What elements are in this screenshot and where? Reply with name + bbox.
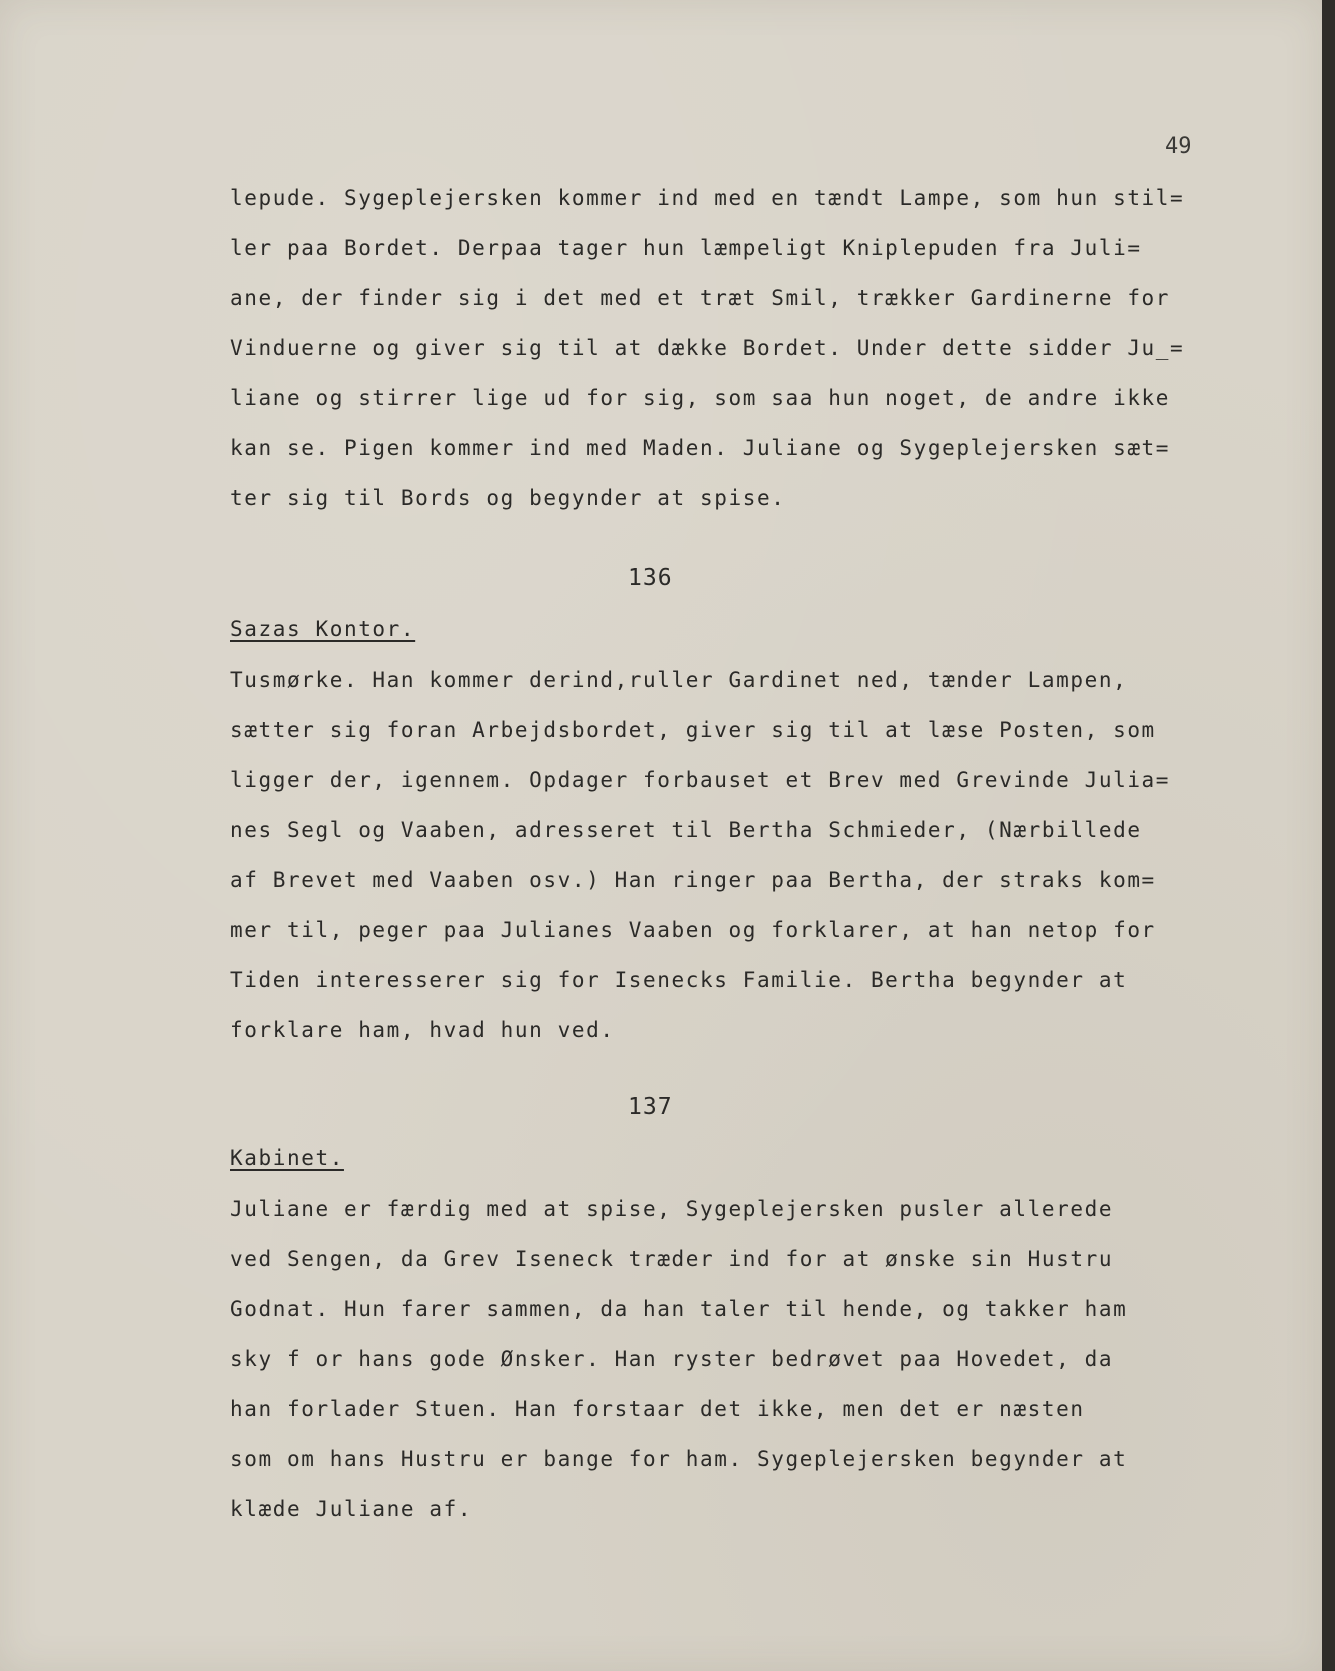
text-line: lepude. Sygeplejersken kommer ind med en tændt Lampe, som hun stil= (230, 186, 1185, 210)
text-line: sky f or hans gode Ønsker. Han ryster bedrøvet paa Hovedet, da (230, 1347, 1114, 1371)
text-line: mer til, peger paa Julianes Vaaben og forklarer, at han netop for (230, 918, 1156, 942)
text-line: Godnat. Hun farer sammen, da han taler til hende, og takker ham (230, 1297, 1128, 1321)
text-line: nes Segl og Vaaben, adresseret til Bertha Schmieder, (Nærbillede (230, 818, 1142, 842)
text-line: forklare ham, hvad hun ved. (230, 1018, 615, 1042)
text-line: han forlader Stuen. Han forstaar det ikke, men det er næsten (230, 1397, 1085, 1421)
text-line: ane, der finder sig i det med et træt Smil, trækker Gardinerne for (230, 286, 1171, 310)
text-line: ved Sengen, da Grev Iseneck træder ind for at ønske sin Hustru (230, 1247, 1114, 1271)
text-line: sætter sig foran Arbejdsbordet, giver sig til at læse Posten, som (230, 718, 1156, 742)
scene-number-136: 136 (628, 565, 673, 591)
text-line: ligger der, igennem. Opdager forbauset et Brev med Grevinde Julia= (230, 768, 1171, 792)
text-line: Tusmørke. Han kommer derind,ruller Gardinet ned, tænder Lampen, (230, 668, 1128, 692)
text-line: Vinduerne og giver sig til at dække Bordet. Under dette sidder Ju_= (230, 336, 1185, 360)
scene-heading-137: Kabinet. (230, 1146, 344, 1170)
text-line: Tiden interesserer sig for Isenecks Familie. Bertha begynder at (230, 968, 1128, 992)
text-line: klæde Juliane af. (230, 1497, 473, 1521)
text-line: ler paa Bordet. Derpaa tager hun læmpeligt Kniplepuden fra Juli= (230, 236, 1142, 260)
scene-heading-136: Sazas Kontor. (230, 617, 416, 641)
text-line: ter sig til Bords og begynder at spise. (230, 486, 786, 510)
text-line: liane og stirrer lige ud for sig, som saa hun noget, de andre ikke (230, 386, 1171, 410)
scan-edge (1322, 0, 1335, 1671)
scene-number-137: 137 (628, 1094, 673, 1120)
text-line: Juliane er færdig med at spise, Sygeplejersken pusler allerede (230, 1197, 1114, 1221)
text-line: som om hans Hustru er bange for ham. Sygeplejersken begynder at (230, 1447, 1128, 1471)
page-number: 49 (1165, 134, 1192, 159)
text-line: kan se. Pigen kommer ind med Maden. Juliane og Sygeplejersken sæt= (230, 436, 1171, 460)
text-line: af Brevet med Vaaben osv.) Han ringer paa Bertha, der straks kom= (230, 868, 1156, 892)
